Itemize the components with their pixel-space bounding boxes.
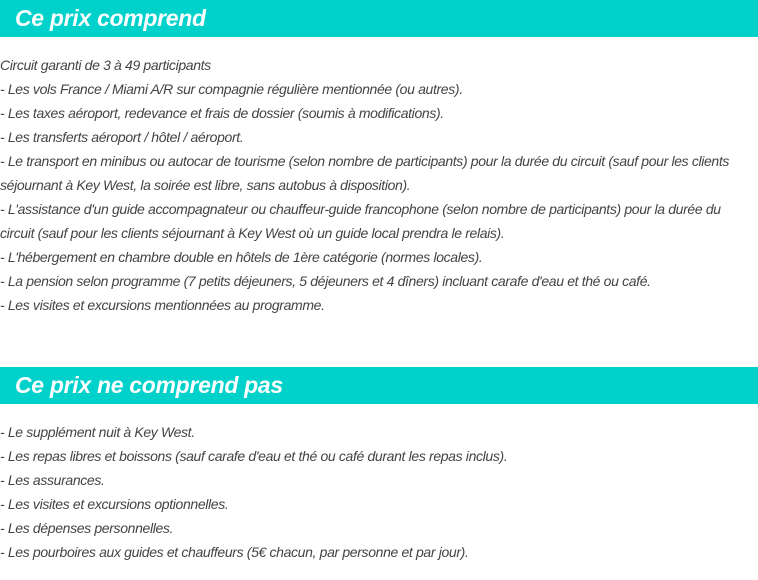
list-item: - Les repas libres et boissons (sauf carafe d'eau et thé ou café durant les repas inclus). — [0, 448, 508, 464]
list-item: - L'hébergement en chambre double en hôtels de 1ère catégorie (normes locales). — [0, 249, 483, 265]
included-section-header — [0, 0, 758, 37]
list-item: - Les visites et excursions mentionnées au programme. — [0, 297, 325, 313]
excluded-section-title: Ce prix ne comprend pas — [15, 372, 283, 398]
excluded-section-header — [0, 367, 758, 404]
list-item: - Le transport en minibus ou autocar de tourisme (selon nombre de participants) pour la durée du circuit (sauf pour les clients séjournant à Key West, la soirée est libre, sans autobus à disposition). — [0, 153, 730, 193]
list-item: - Les assurances. — [0, 472, 105, 488]
excluded-items-list — [0, 420, 758, 564]
list-item: - Les visites et excursions optionnelles. — [0, 496, 229, 512]
list-item: - Le supplément nuit à Key West. — [0, 424, 195, 440]
list-item: - L'assistance d'un guide accompagnateur ou chauffeur-guide francophone (selon nombre de participants) pour la durée du circuit (sauf pour les clients séjournant à Key West où un guide local prendra le relais). — [0, 201, 721, 241]
list-item: - Les transferts aéroport / hôtel / aéroport. — [0, 129, 244, 145]
list-item: - Les taxes aéroport, redevance et frais de dossier (soumis à modifications). — [0, 105, 444, 121]
included-items-list — [0, 53, 758, 317]
included-section-title: Ce prix comprend — [15, 5, 206, 31]
list-item: - La pension selon programme (7 petits déjeuners, 5 déjeuners et 4 dîners) incluant carafe d'eau et thé ou café. — [0, 273, 651, 289]
list-item: - Les vols France / Miami A/R sur compagnie régulière mentionnée (ou autres). — [0, 81, 463, 97]
list-item: Circuit garanti de 3 à 49 participants — [0, 57, 211, 73]
list-item: - Les pourboires aux guides et chauffeurs (5€ chacun, par personne et par jour). — [0, 544, 469, 560]
list-item: - Les dépenses personnelles. — [0, 520, 174, 536]
